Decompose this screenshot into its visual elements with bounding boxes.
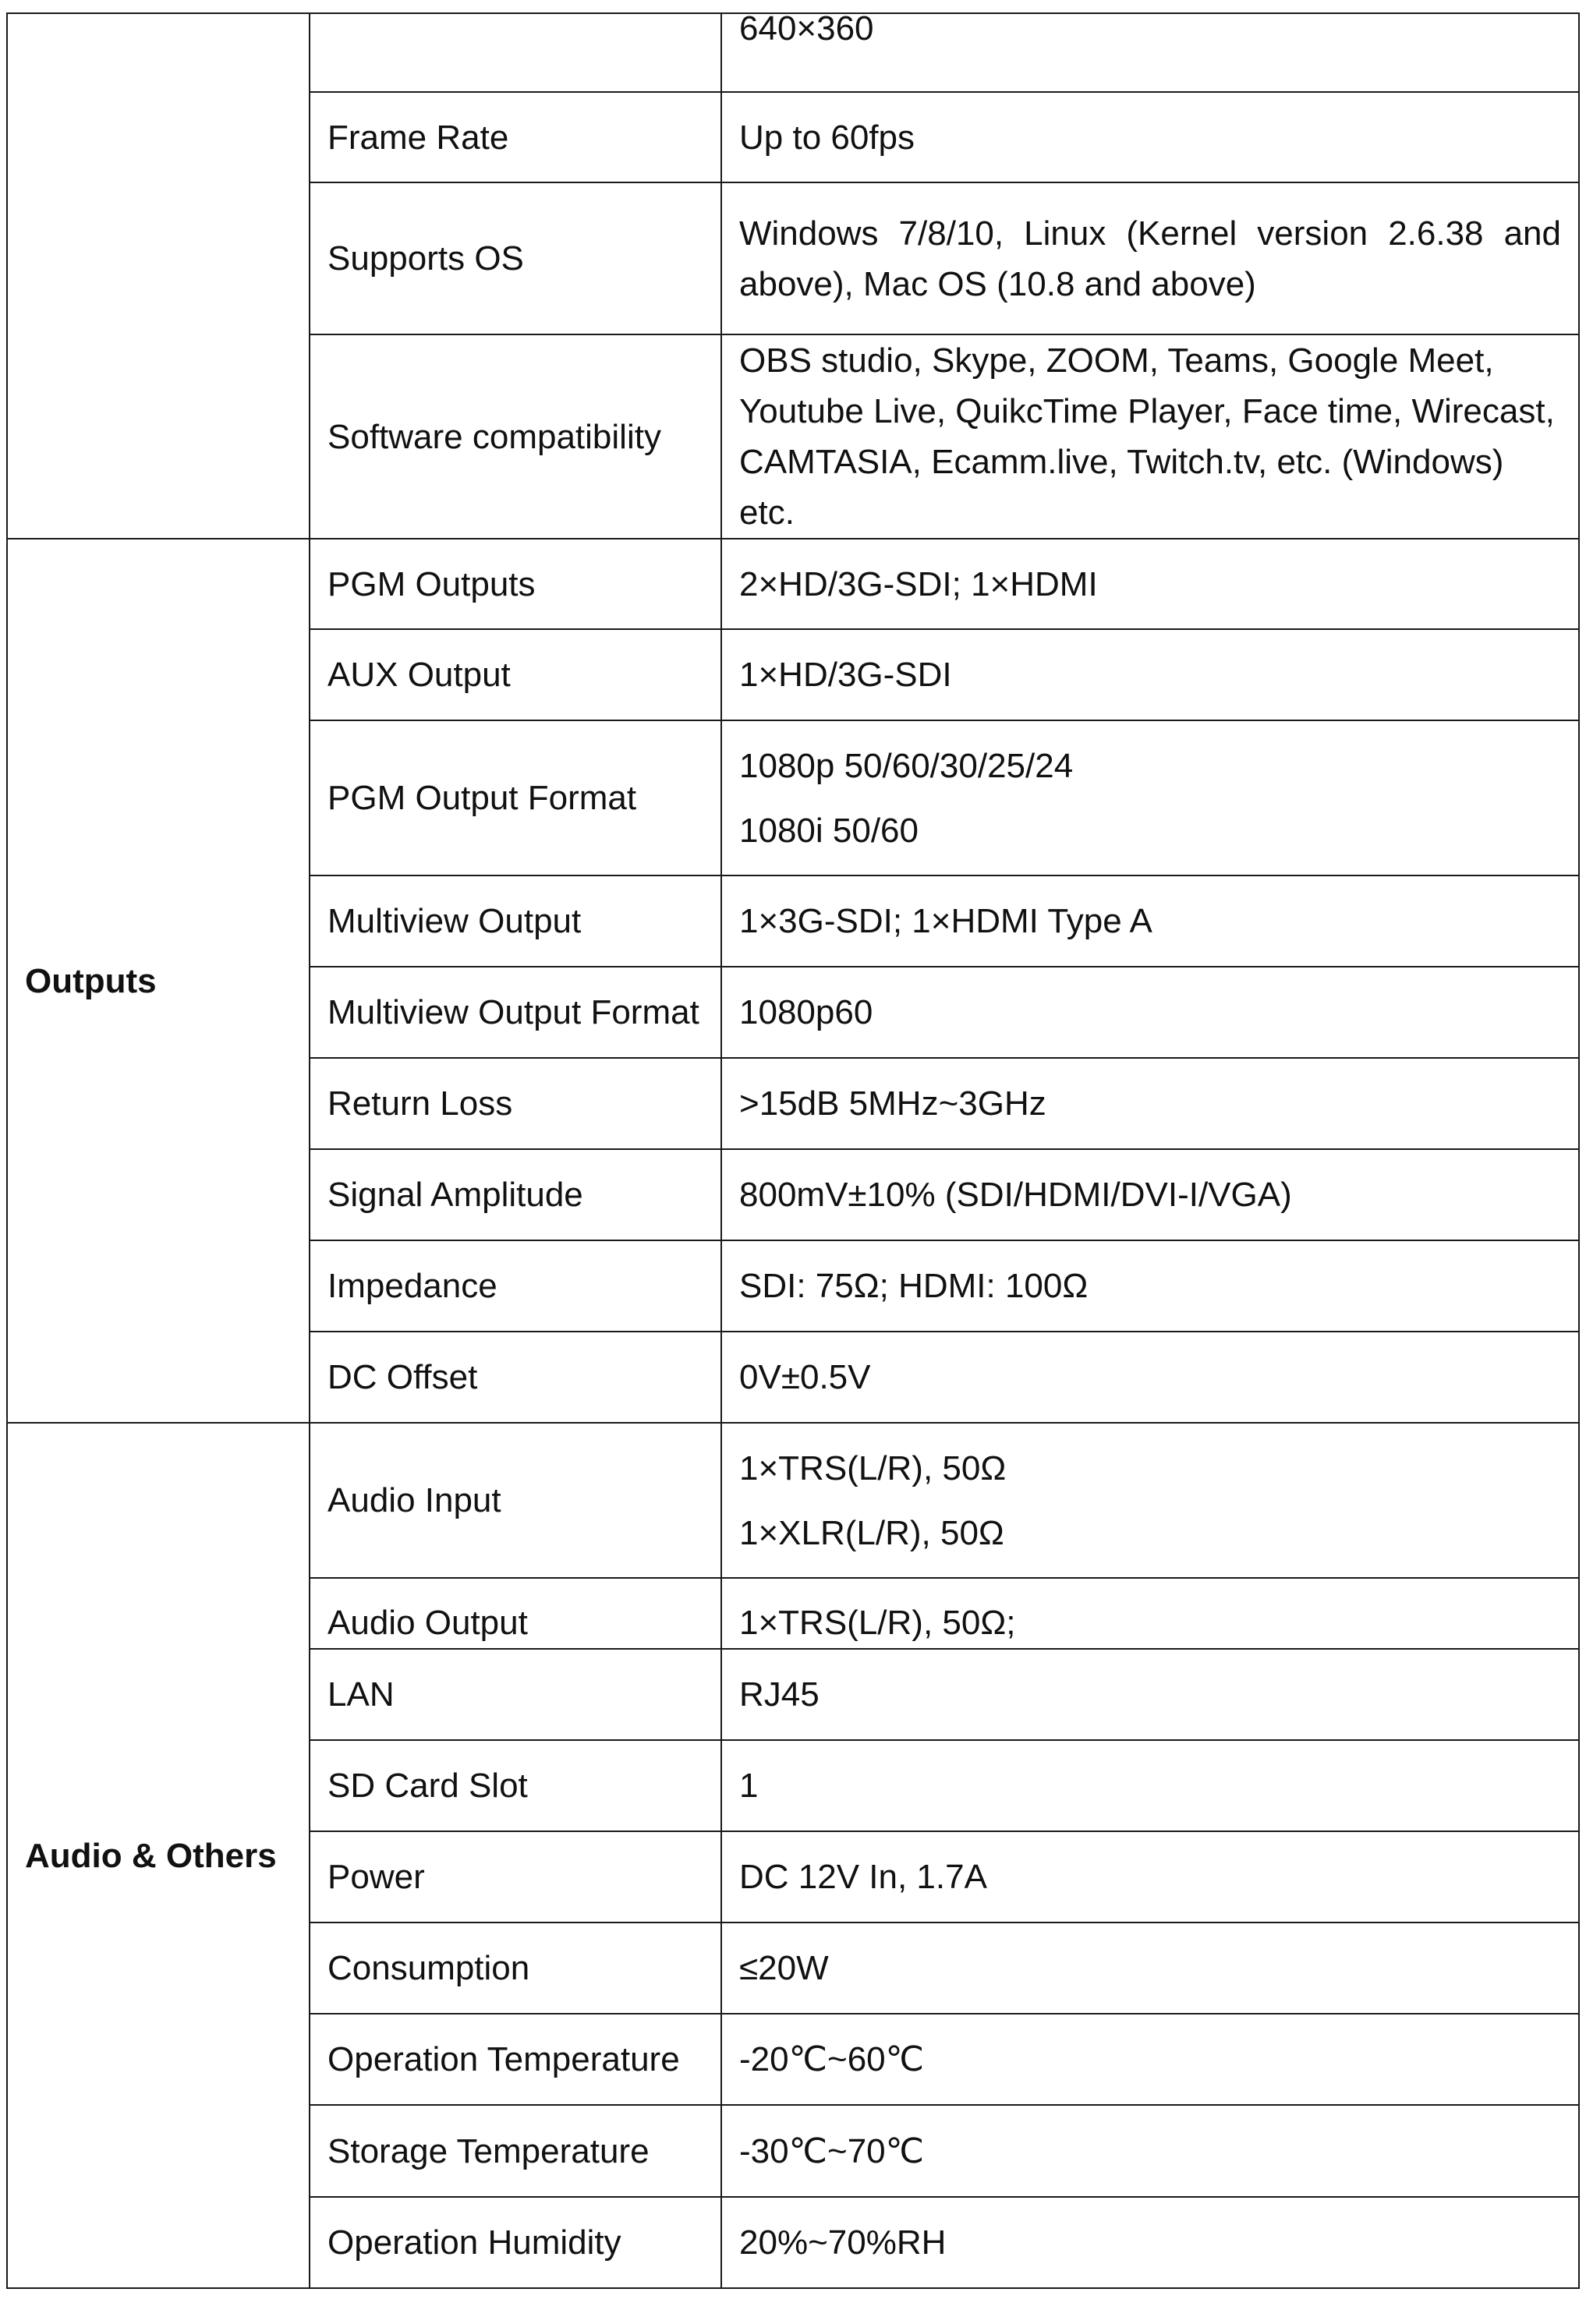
spec-value: 1×TRS(L/R), 50Ω;	[721, 1578, 1579, 1649]
spec-label: Storage Temperature	[310, 2105, 721, 2197]
spec-label: LAN	[310, 1649, 721, 1740]
spec-label: AUX Output	[310, 629, 721, 720]
spec-label: Multiview Output Format	[310, 967, 721, 1058]
spec-label: Return Loss	[310, 1058, 721, 1149]
spec-table	[6, 9, 1580, 2289]
spec-label: Software compatibility	[310, 334, 721, 539]
table-row	[7, 1423, 1579, 1578]
spec-value: Windows 7/8/10, Linux (Kernel version 2.6.38 and above), Mac OS (10.8 and above)	[721, 182, 1579, 334]
spec-label: Consumption	[310, 1923, 721, 2014]
spec-value: 1080p60	[721, 967, 1579, 1058]
spec-label: Power	[310, 1831, 721, 1923]
spec-value: SDI: 75Ω; HDMI: 100Ω	[721, 1240, 1579, 1332]
spec-value: Up to 60fps	[721, 92, 1579, 182]
spec-label: Operation Humidity	[310, 2197, 721, 2288]
table-row	[7, 539, 1579, 629]
spec-value: 1	[721, 1740, 1579, 1831]
spec-label: DC Offset	[310, 1332, 721, 1423]
spec-value: 800mV±10% (SDI/HDMI/DVI-I/VGA)	[721, 1149, 1579, 1240]
spec-value-line: 1080i 50/60	[739, 811, 919, 850]
spec-value: -20℃~60℃	[721, 2014, 1579, 2105]
group-label-outputs: Outputs	[7, 539, 310, 1423]
spec-value: ≤20W	[721, 1923, 1579, 2014]
spec-label: PGM Output Format	[310, 720, 721, 875]
spec-value: >15dB 5MHz~3GHz	[721, 1058, 1579, 1149]
spec-label: Impedance	[310, 1240, 721, 1332]
spec-value-multi	[721, 1423, 1579, 1578]
spec-value-multi	[721, 720, 1579, 875]
spec-label	[310, 13, 721, 92]
spec-value: DC 12V In, 1.7A	[721, 1831, 1579, 1923]
spec-value: 0V±0.5V	[721, 1332, 1579, 1423]
group-cell-empty	[7, 13, 310, 539]
spec-label: Signal Amplitude	[310, 1149, 721, 1240]
spec-value: 1×HD/3G-SDI	[721, 629, 1579, 720]
table-row	[7, 13, 1579, 92]
spec-label: Multiview Output	[310, 875, 721, 967]
spec-label: SD Card Slot	[310, 1740, 721, 1831]
spec-value: 1×3G-SDI; 1×HDMI Type A	[721, 875, 1579, 967]
spec-value: 2×HD/3G-SDI; 1×HDMI	[721, 539, 1579, 629]
spec-label: Audio Output	[310, 1578, 721, 1649]
spec-value: 20%~70%RH	[721, 2197, 1579, 2288]
spec-label: Frame Rate	[310, 92, 721, 182]
group-label-audio-others: Audio & Others	[7, 1423, 310, 2288]
spec-label: Audio Input	[310, 1423, 721, 1578]
spec-value-line: 1080p 50/60/30/25/24	[739, 746, 1074, 785]
spec-value: OBS studio, Skype, ZOOM, Teams, Google Meet, Youtube Live, QuikcTime Player, Face time, Wirecast, CAMTASIA, Ecamm.live, Twitch.tv, etc. (Windows) etc.	[721, 334, 1579, 539]
spec-label: Operation Temperature	[310, 2014, 721, 2105]
spec-value: 640×360	[721, 13, 1579, 92]
spec-value: RJ45	[721, 1649, 1579, 1740]
spec-value-line: 1×XLR(L/R), 50Ω	[739, 1513, 1004, 1552]
spec-value-line: 1×TRS(L/R), 50Ω	[739, 1449, 1007, 1487]
spec-label: Supports OS	[310, 182, 721, 334]
spec-value: -30℃~70℃	[721, 2105, 1579, 2197]
spec-label: PGM Outputs	[310, 539, 721, 629]
